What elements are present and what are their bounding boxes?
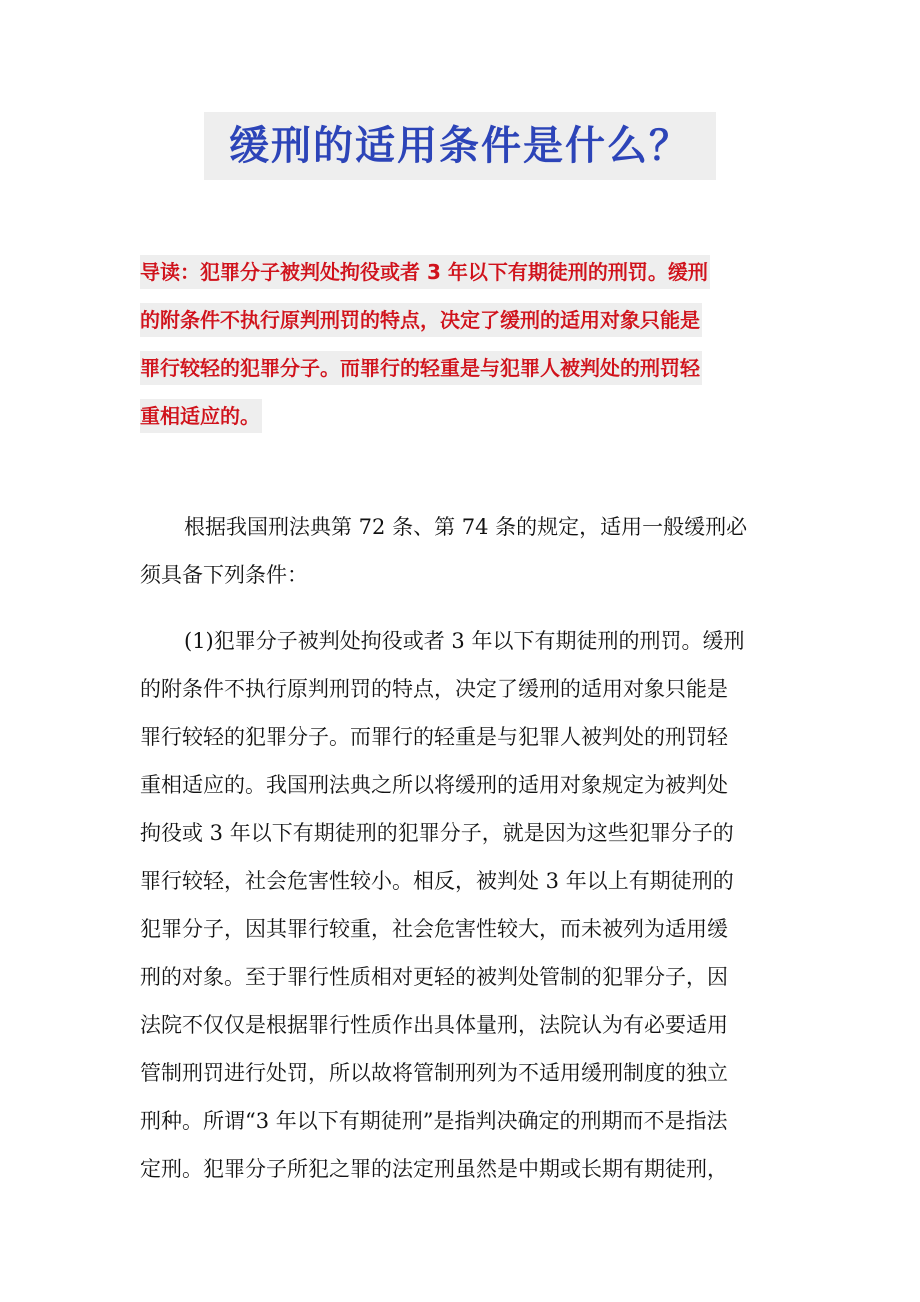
intro-line-text: 导读：犯罪分子被判处拘役或者 3 年以下有期徒刑的刑罚。缓刑: [140, 255, 710, 289]
intro-section: [140, 250, 782, 442]
paragraph-line: 刑的对象。至于罪行性质相对更轻的被判处管制的犯罪分子，因: [140, 965, 728, 989]
paragraph-line: 的附条件不执行原判刑罚的特点，决定了缓刑的适用对象只能是: [140, 677, 728, 701]
paragraph-line: 罪行较轻，社会危害性较小。相反，被判处 3 年以上有期徒刑的: [140, 869, 734, 893]
title-highlight: [204, 112, 716, 180]
paragraph-line: 根据我国刑法典第 72 条、第 74 条的规定，适用一般缓刑必: [184, 515, 748, 539]
paragraph-line: 拘役或 3 年以下有期徒刑的犯罪分子，就是因为这些犯罪分子的: [140, 821, 734, 845]
paragraph-line: 重相适应的。我国刑法典之所以将缓刑的适用对象规定为被判处: [140, 773, 728, 797]
paragraph-line: 刑种。所谓“3 年以下有期徒刑”是指判决确定的刑期而不是指法: [140, 1109, 728, 1133]
intro-line-text: 罪行较轻的犯罪分子。而罪行的轻重是与犯罪人被判处的刑罚轻: [140, 351, 702, 385]
intro-line: [140, 346, 782, 394]
paragraph-line: 罪行较轻的犯罪分子。而罪行的轻重是与犯罪人被判处的刑罚轻: [140, 725, 728, 749]
paragraph-line: 管制刑罚进行处罚，所以故将管制刑列为不适用缓刑制度的独立: [140, 1061, 728, 1085]
document-title: 缓刑的适用条件是什么？: [229, 123, 691, 169]
intro-line: [140, 298, 782, 346]
paragraph-line: 法院不仅仅是根据罪行性质作出具体量刑，法院认为有必要适用: [140, 1013, 728, 1037]
intro-line-text: 重相适应的。: [140, 399, 262, 433]
intro-line: [140, 250, 782, 298]
paragraph-line: 须具备下列条件：: [140, 563, 308, 587]
paragraph-line: 犯罪分子，因其罪行较重，社会危害性较大，而未被列为适用缓: [140, 917, 728, 941]
paragraph-2: [140, 617, 785, 1193]
paragraph-1: [140, 503, 785, 599]
intro-line-text: 的附条件不执行原判刑罚的特点，决定了缓刑的适用对象只能是: [140, 303, 702, 337]
intro-line: [140, 394, 782, 442]
paragraph-line: 定刑。犯罪分子所犯之罪的法定刑虽然是中期或长期有期徒刑，: [140, 1157, 728, 1181]
paragraph-line: (1)犯罪分子被判处拘役或者 3 年以下有期徒刑的刑罚。缓刑: [184, 629, 745, 653]
